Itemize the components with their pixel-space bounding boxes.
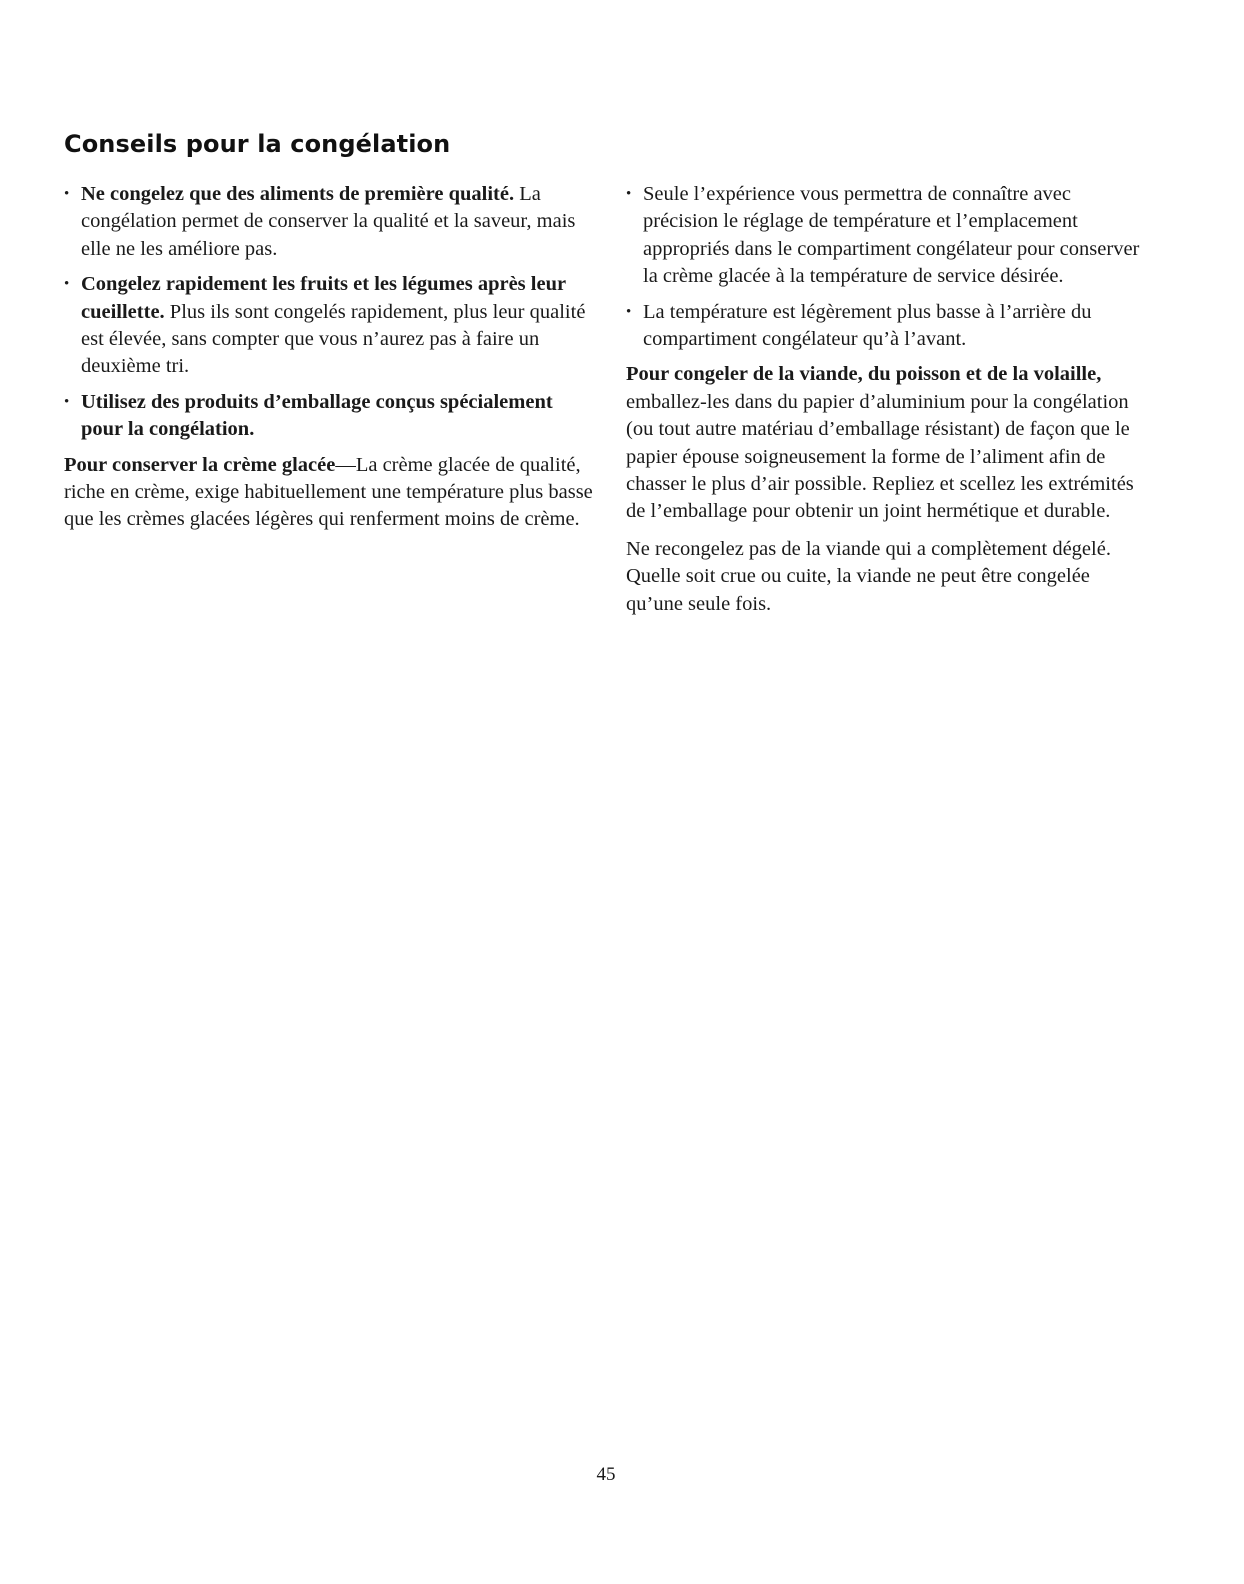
meat-heading: Pour congeler de la viande, du poisson et de la volaille, [626, 363, 1102, 386]
bullet-icon: • [626, 186, 632, 202]
page-title: Conseils pour la congélation [64, 130, 451, 158]
tip-temperature [626, 299, 1146, 354]
tip-packaging-heading: Utilisez des produits d’emballage conçus spécialement pour la congélation. [81, 390, 553, 441]
tip-quality [64, 181, 594, 263]
ice-cream-heading: Pour conserver la crème glacée [64, 453, 336, 476]
bullet-icon: • [64, 186, 70, 202]
ice-cream-paragraph [64, 452, 594, 534]
meat-paragraph [626, 361, 1146, 525]
refreeze-paragraph: Ne recongelez pas de la viande qui a complètement dégelé. Quelle soit crue ou cuite, la viande ne peut être congelée qu’une seule fois. [626, 537, 1111, 615]
tip-packaging [64, 389, 594, 444]
page-number: 45 [596, 1464, 616, 1485]
right-column [626, 181, 1146, 626]
tip-fast-freeze-text: Plus ils sont congelés rapidement, plus leur qualité est élevée, sans compter que vous n’aurez pas à faire un deuxième tri. [81, 300, 586, 378]
bullet-icon: • [64, 393, 70, 410]
tip-experience-text: Seule l’expérience vous permettra de connaître avec précision le réglage de température et l’emplacement appropriés dans le compartiment congélateur pour conserver la crème glacée à la température de service désirée. [643, 183, 1140, 288]
tip-quality-text: La congélation permet de conserver la qualité et la saveur, mais elle ne les améliore pas. [81, 183, 576, 260]
tip-fast-freeze [64, 271, 594, 381]
tip-experience [626, 181, 1146, 291]
tip-fast-freeze-heading: Congelez rapidement les fruits et les légumes après leur cueillette. [81, 273, 566, 323]
bullet-icon: • [64, 276, 70, 293]
left-column [64, 181, 594, 542]
tip-temperature-text: La température est légèrement plus basse à l’arrière du compartiment congélateur qu’à l’avant. [643, 300, 1092, 351]
ice-cream-text: —La crème glacée de qualité, riche en crème, exige habituellement une température plus basse que les crèmes glacées légères qui renferment moins de crème. [64, 453, 593, 531]
tip-quality-heading: Ne congelez que des aliments de première qualité. [81, 183, 515, 205]
bullet-icon: • [626, 303, 632, 320]
meat-text: emballez-les dans du papier d’aluminium pour la congélation (ou tout autre matériau d’emballage résistant) de façon que le papier épouse soigneusement la forme de l’aliment afin de chasser le plus d’air possible. Repliez et scellez les extrémités de l’emballage pour obtenir un joint hermétique et durable. [626, 390, 1134, 523]
